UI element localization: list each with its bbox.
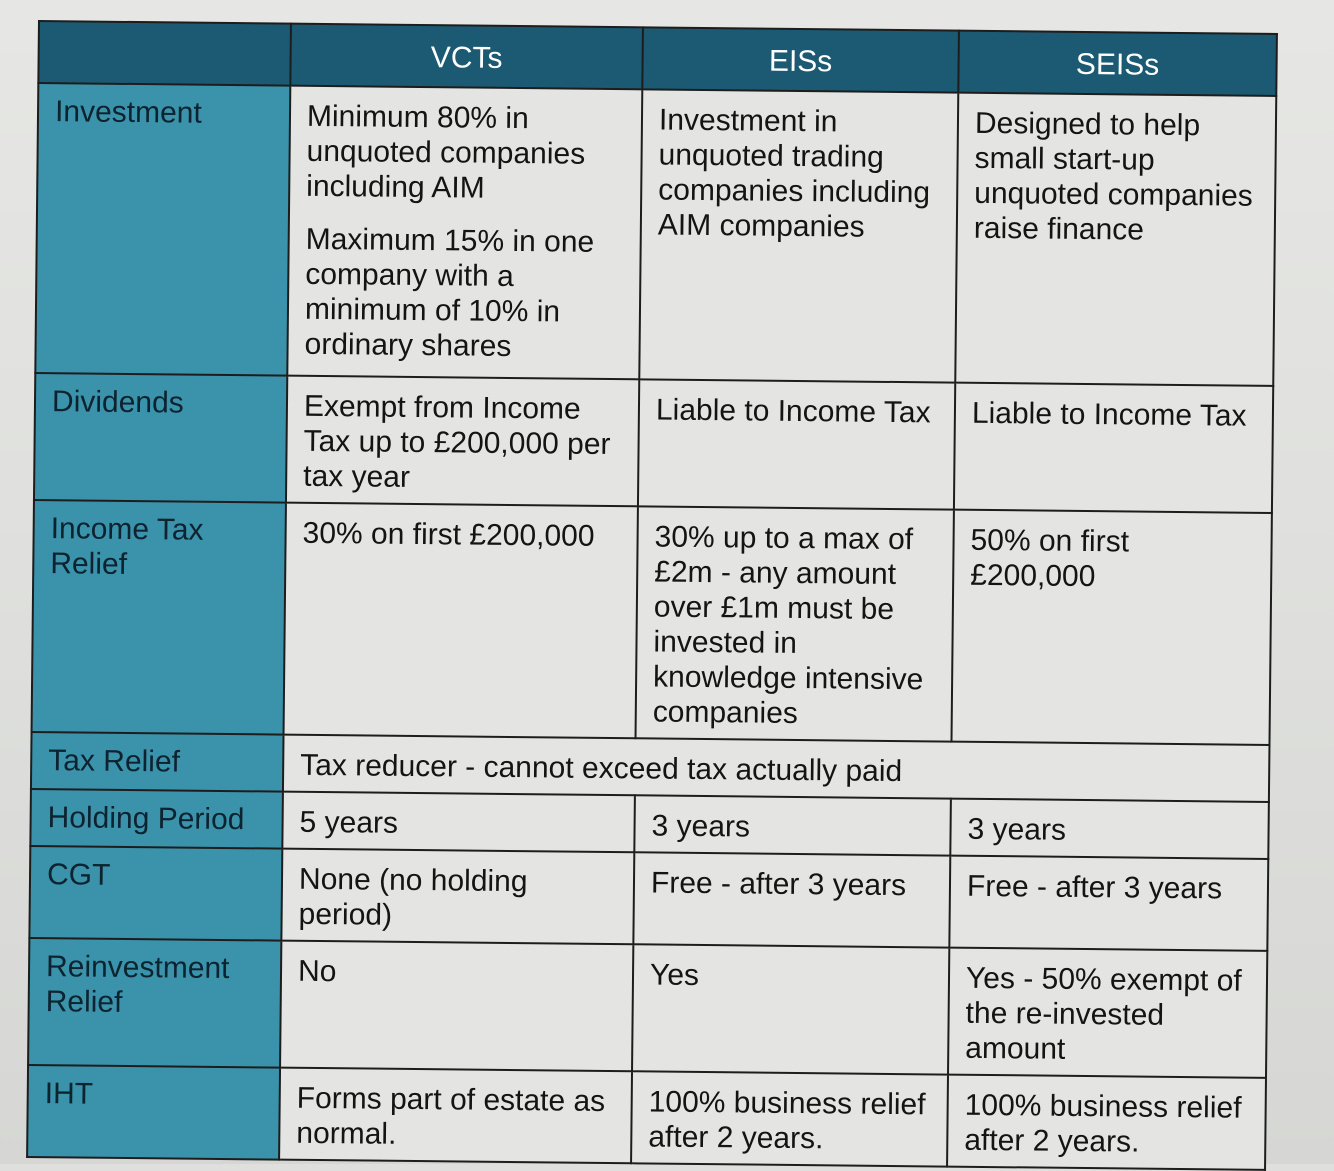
cell-iht-seiss: 100% business relief after 2 years. — [947, 1075, 1266, 1170]
row-income-tax-relief — [32, 500, 1272, 745]
cell-income-tax-relief-vcts: 30% on first £200,000 — [284, 503, 638, 739]
cell-dividends-eiss: Liable to Income Tax — [638, 379, 955, 509]
header-corner-cell — [38, 21, 291, 86]
cell-dividends-vcts: Exempt from Income Tax up to £200,000 per tax year — [286, 376, 639, 507]
cell-income-tax-relief-seiss: 50% on first £200,000 — [951, 510, 1271, 745]
row-label-income-tax-relief: Income Tax Relief — [32, 500, 286, 735]
cell-reinvestment-relief-seiss: Yes - 50% exempt of the re-invested amount — [948, 948, 1267, 1078]
row-label-investment: Investment — [35, 83, 290, 376]
cell-iht-eiss: 100% business relief after 2 years. — [631, 1071, 948, 1166]
cell-reinvestment-relief-eiss: Yes — [632, 944, 949, 1074]
cell-reinvestment-relief-vcts: No — [280, 941, 633, 1072]
row-cgt — [29, 846, 1268, 951]
row-dividends — [34, 373, 1273, 513]
cell-dividends-seiss: Liable to Income Tax — [954, 383, 1273, 513]
row-label-reinvestment-relief: Reinvestment Relief — [28, 938, 281, 1068]
cell-investment-seiss: Designed to help small start-up unquoted companies raise finance — [955, 93, 1276, 386]
comparison-table — [26, 20, 1278, 1171]
row-label-dividends: Dividends — [34, 373, 287, 503]
cell-income-tax-relief-eiss: 30% up to a max of £2m - any amount over £1m must be invested in knowledge intensive companies — [636, 506, 954, 741]
cell-cgt-eiss: Free - after 3 years — [633, 852, 950, 947]
cell-tax-relief-all: Tax reducer - cannot exceed tax actually paid — [283, 735, 1270, 802]
cell-cgt-seiss: Free - after 3 years — [949, 856, 1268, 951]
cell-holding-period-seiss: 3 years — [950, 799, 1269, 859]
row-label-holding-period: Holding Period — [30, 789, 283, 849]
cell-holding-period-vcts: 5 years — [282, 792, 635, 853]
row-label-cgt: CGT — [29, 846, 282, 941]
cell-investment-vcts-para-1: Minimum 80% in unquoted companies including AIM — [306, 99, 586, 205]
cell-investment-vcts — [287, 86, 642, 380]
cell-cgt-vcts: None (no holding period) — [281, 849, 634, 945]
header-eiss: EISs — [642, 27, 959, 92]
row-reinvestment-relief — [28, 938, 1267, 1078]
row-investment — [35, 83, 1276, 386]
cell-investment-vcts-para-2: Maximum 15% in one company with a minimum of 10% in ordinary shares — [304, 222, 595, 363]
cell-iht-vcts: Forms part of estate as normal. — [279, 1068, 632, 1164]
row-iht — [27, 1065, 1266, 1170]
row-label-iht: IHT — [27, 1065, 280, 1160]
cell-investment-eiss: Investment in unquoted trading companies including AIM companies — [639, 89, 958, 382]
row-label-tax-relief: Tax Relief — [31, 732, 284, 792]
header-vcts: VCTs — [290, 24, 643, 90]
header-seiss: SEISs — [958, 31, 1277, 96]
cell-holding-period-eiss: 3 years — [634, 795, 951, 855]
